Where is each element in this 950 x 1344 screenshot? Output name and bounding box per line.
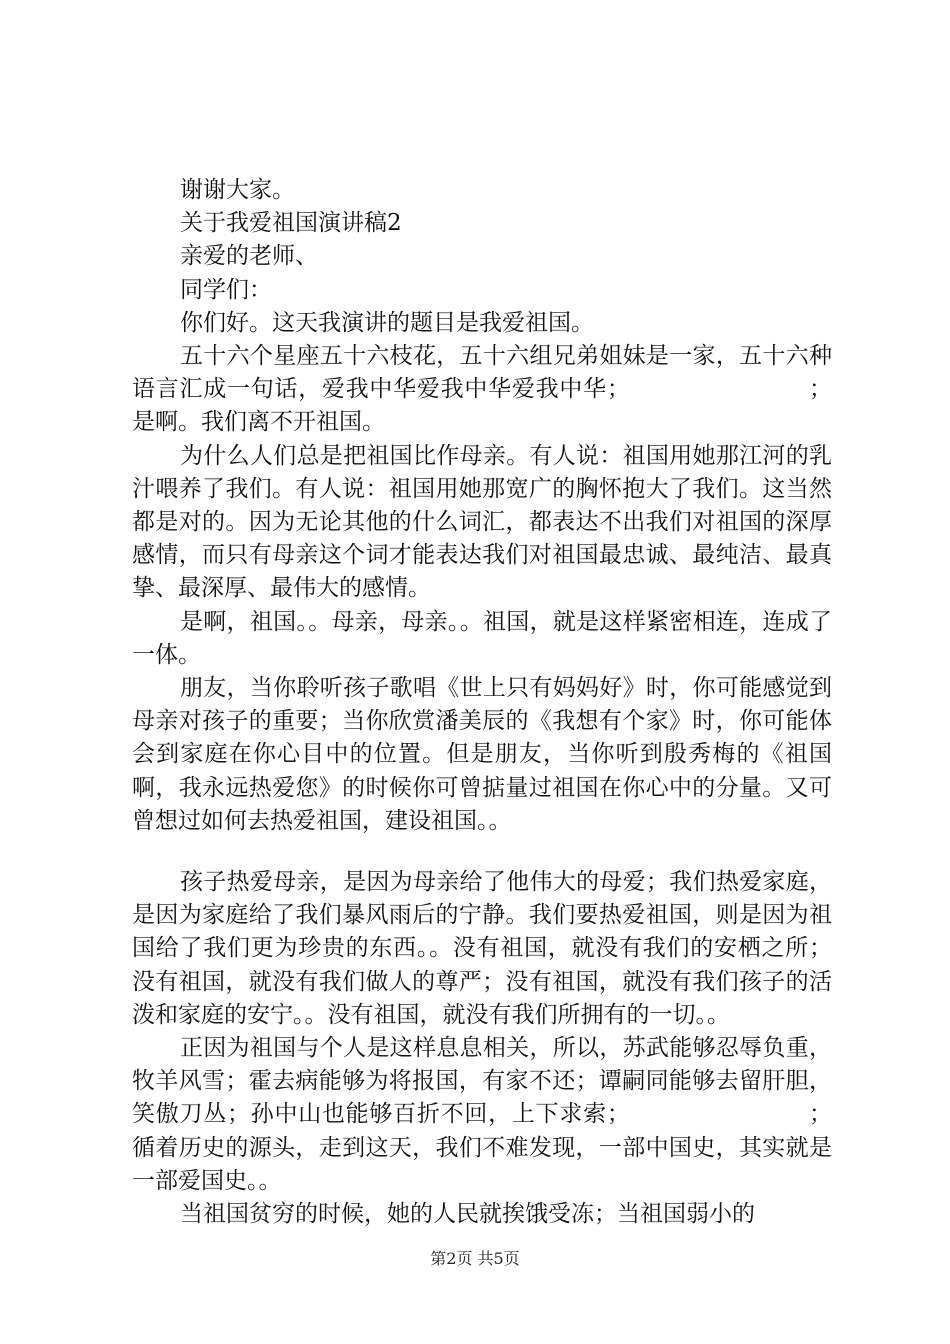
paragraph: 为什么人们总是把祖国比作母亲。有人说：祖国用她那江河的乳汁喂养了我们。有人说：祖国用她那宽广的胸怀抱大了我们。这当然都是对的。因为无论其他的什么词汇，都表达不出我们对祖国的深厚感情，而只有母亲这个词才能表达我们对祖国最忠诚、最纯洁、最真挚、最深厚、最伟大的感情。 <box>132 442 832 602</box>
page-number-footer: 第2页 共5页 <box>430 1249 520 1268</box>
paragraph-title: 关于我爱祖国演讲稿2 <box>180 210 402 237</box>
paragraph: 亲爱的老师、 <box>180 243 318 270</box>
paragraph: 当祖国贫穷的时候，她的人民就挨饿受冻；当祖国弱小的 <box>180 1201 755 1228</box>
paragraph: 五十六个星座五十六枝花，五十六组兄弟姐妹是一家，五十六种语言汇成一句话，爱我中华爱我中华爱我中华； ；是啊。我们离不开祖国。 <box>132 343 832 436</box>
paragraph: 正因为祖国与个人是这样息息相关，所以，苏武能够忍辱负重，牧羊风雪；霍去病能够为将报国，有家不还；谭嗣同能够去留肝胆，笑傲刀丛；孙中山也能够百折不回，上下求索； ；循着历史的源头，走到这天，我们不难发现，一部中国史，其实就是一部爱国史。。 <box>132 1035 832 1194</box>
paragraph: 孩子热爱母亲，是因为母亲给了他伟大的母爱；我们热爱家庭，是因为家庭给了我们暴风雨后的宁静。我们要热爱祖国，则是因为祖国给了我们更为珍贵的东西。。没有祖国，就没有我们的安栖之所；没有祖国，就没有我们做人的尊严；没有祖国，就没有我们孩子的活泼和家庭的安宁。。没有祖国，就没有我们所拥有的一切。。 <box>132 869 832 1028</box>
paragraph: 是啊，祖国。。母亲，母亲。。祖国，就是这样紧密相连，连成了一体。 <box>132 608 832 668</box>
paragraph: 朋友，当你聆听孩子歌唱《世上只有妈妈好》时，你可能感觉到母亲对孩子的重要；当你欣赏潘美辰的《我想有个家》时，你可能体会到家庭在你心目中的位置。但是朋友，当你听到殷秀梅的《祖国啊，我永远热爱您》的时候你可曾掂量过祖国在你心中的分量。又可曾想过如何去热爱祖国，建设祖国。。 <box>132 675 832 834</box>
paragraph: 谢谢大家。 <box>180 177 295 203</box>
paragraph: 你们好。这天我演讲的题目是我爱祖国。 <box>180 309 594 336</box>
document-body <box>132 174 832 1231</box>
paragraph: 同学们： <box>180 276 272 303</box>
